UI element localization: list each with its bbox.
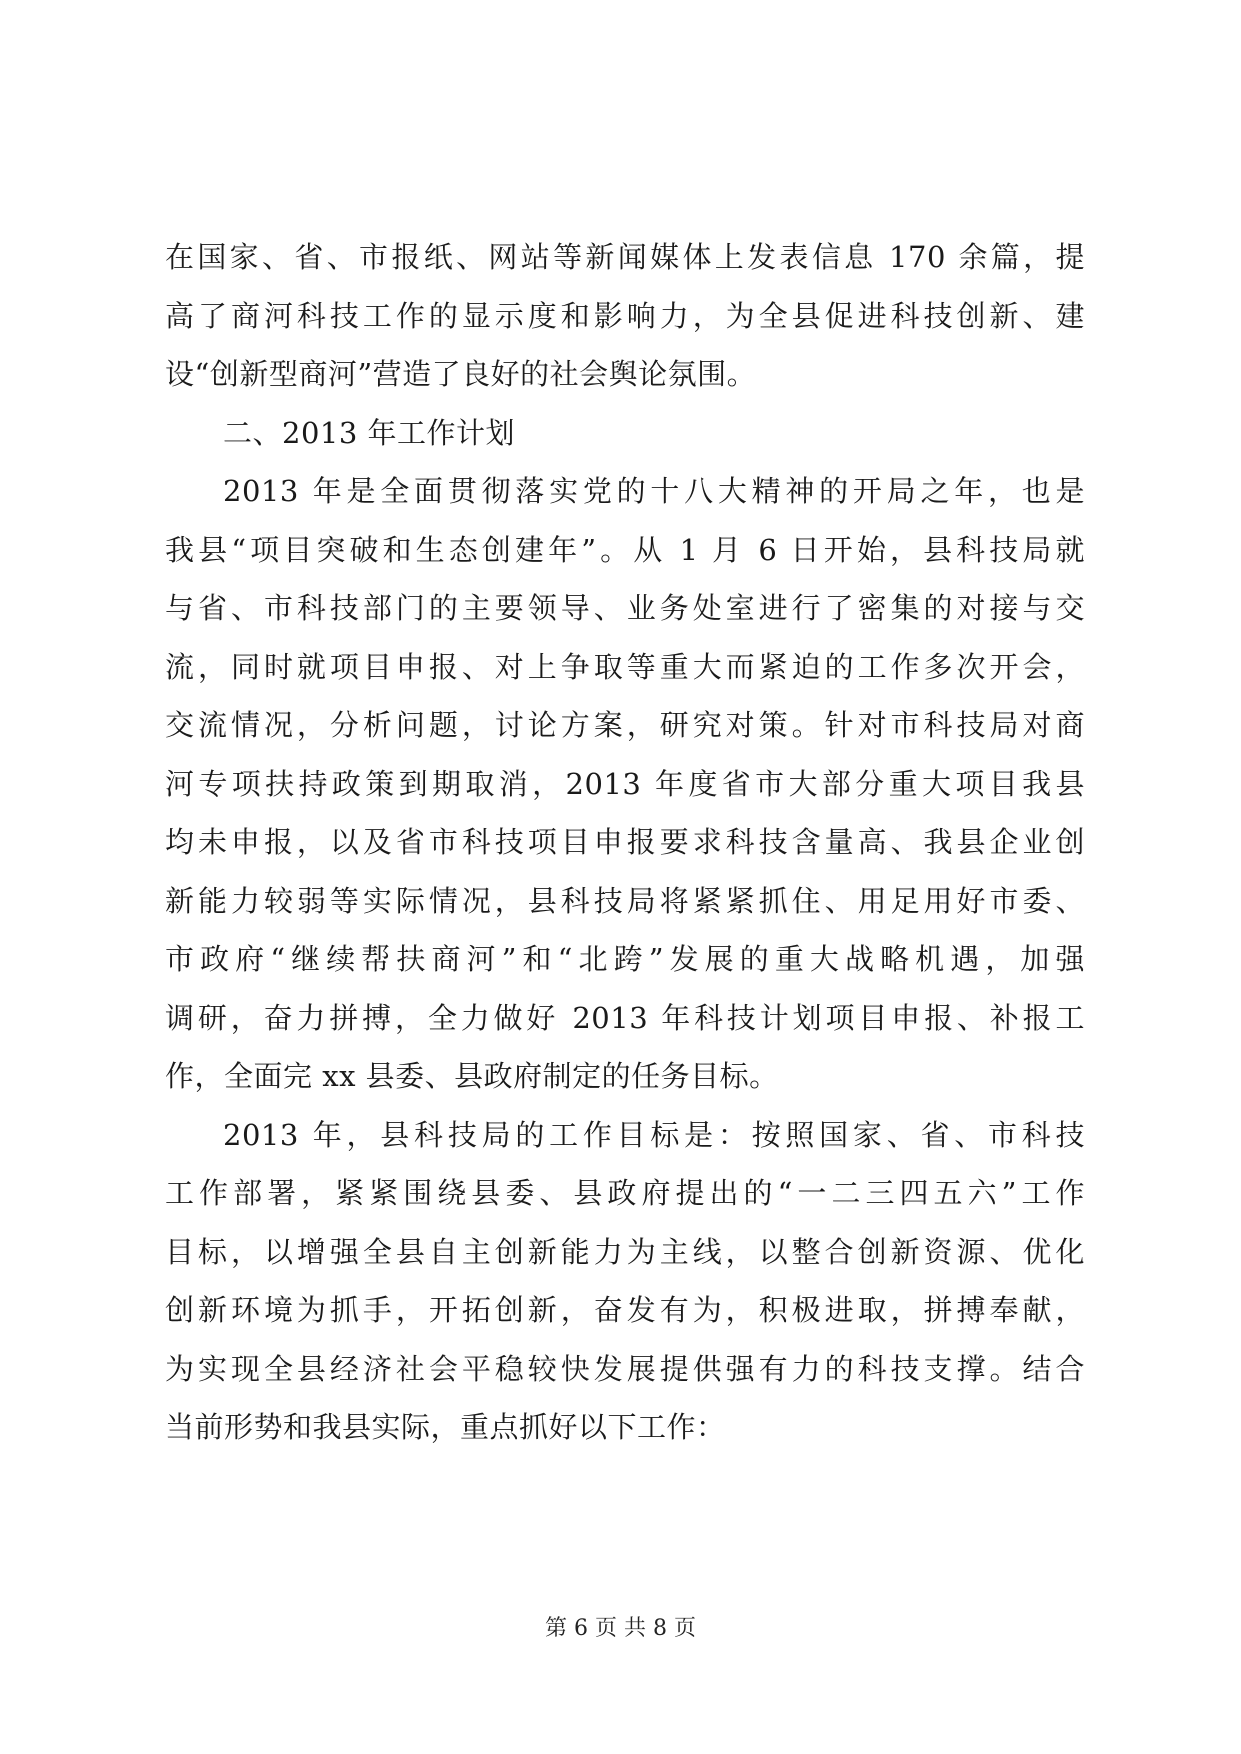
text-line: 我县“项目突破和生态创建年”。从 1 月 6 日开始，县科技局就: [165, 532, 1085, 567]
text-line: 交流情况，分析问题，讨论方案，研究对策。针对市科技局对商: [165, 708, 1085, 742]
paragraph: [165, 404, 1085, 463]
text-line: 2013 年，县科技局的工作目标是：按照国家、省、市科技: [223, 1117, 1085, 1152]
text-line: 新能力较弱等实际情况，县科技局将紧紧抓住、用足用好市委、: [165, 883, 1085, 918]
text-line: 调研，奋力拼搏，全力做好 2013 年科技计划项目申报、补报工: [165, 1000, 1085, 1035]
text-line: 市政府“继续帮扶商河”和“北跨”发展的重大战略机遇，加强: [165, 942, 1085, 976]
paragraph: [165, 1106, 1085, 1457]
text-line: 作，全面完 xx 县委、县政府制定的任务目标。: [165, 1059, 779, 1093]
text-line: 河专项扶持政策到期取消，2013 年度省市大部分重大项目我县: [165, 766, 1085, 801]
text-line: 设“创新型商河”营造了良好的社会舆论氛围。: [165, 357, 757, 391]
page-footer: 第 6 页 共 8 页: [545, 1616, 696, 1641]
text-line: 创新环境为抓手，开拓创新，奋发有为，积极进取，拼搏奉献，: [165, 1293, 1085, 1327]
text-line: 目标，以增强全县自主创新能力为主线，以整合创新资源、优化: [165, 1234, 1085, 1269]
text-line: 均未申报，以及省市科技项目申报要求科技含量高、我县企业创: [165, 825, 1085, 859]
text-line: 流，同时就项目申报、对上争取等重大而紧迫的工作多次开会，: [165, 649, 1085, 684]
text-line: 为实现全县经济社会平稳较快发展提供强有力的科技支撑。结合: [165, 1351, 1085, 1386]
document-body: [165, 228, 1085, 1457]
text-line: 当前形势和我县实际，重点抓好以下工作：: [165, 1410, 726, 1444]
text-line: 在国家、省、市报纸、网站等新闻媒体上发表信息 170 余篇，提: [165, 240, 1085, 274]
paragraph: [165, 462, 1085, 1106]
text-line: 高了商河科技工作的显示度和影响力，为全县促进科技创新、建: [165, 298, 1085, 333]
text-line: 二、2013 年工作计划: [223, 415, 516, 450]
text-line: 工作部署，紧紧围绕县委、县政府提出的“一二三四五六”工作: [165, 1176, 1085, 1210]
text-line: 与省、市科技部门的主要领导、业务处室进行了密集的对接与交: [165, 591, 1085, 625]
text-line: 2013 年是全面贯彻落实党的十八大精神的开局之年，也是: [223, 474, 1085, 508]
paragraph: [165, 228, 1085, 404]
